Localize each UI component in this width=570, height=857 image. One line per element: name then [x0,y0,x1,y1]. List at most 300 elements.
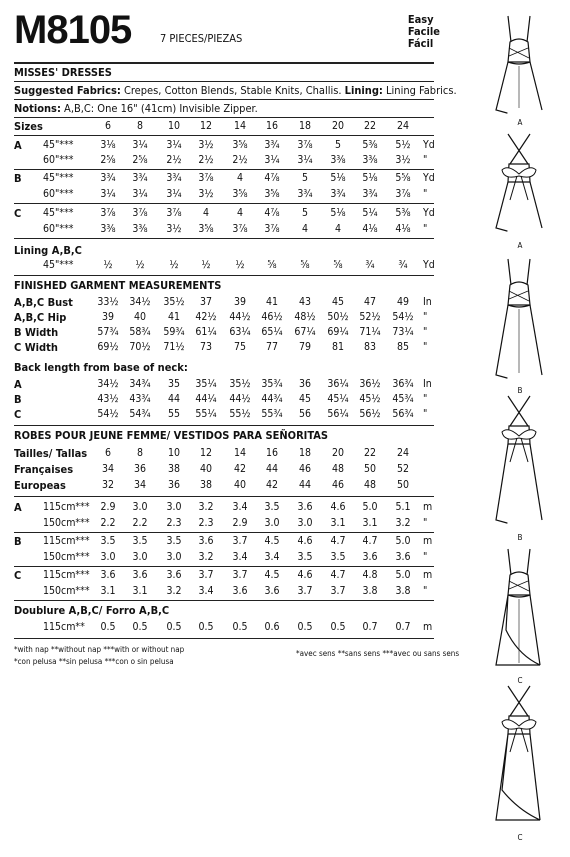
table-cell: 3.4 [232,501,248,513]
divider [14,532,434,533]
table-cell: 36 [298,378,312,390]
unit: " [423,188,428,200]
view-label: B [14,535,22,548]
table-cell: 77 [265,341,279,353]
table-cell: 36 [133,463,147,475]
unit: m [423,569,433,581]
unit: Yd [423,172,435,184]
table-cell: 4.8 [362,569,378,581]
lining-text: Lining Fabrics. [382,84,457,97]
table-cell: 44 [167,393,181,405]
unit: " [423,551,428,563]
table-cell: 3⅞ [297,139,313,151]
table-cell: 34 [101,463,115,475]
table-cell: 0.5 [232,621,248,633]
table-cell: 3.4 [198,585,214,597]
table-cell: 3⅞ [198,172,214,184]
figure-label: C [517,833,523,842]
fabrics-text: Crepes, Cotton Blends, Stable Knits, Challis. [120,84,345,97]
table-cell: 3¼ [297,154,313,166]
table-cell: 3⅝ [232,139,248,151]
table-cell: 3.5 [166,535,182,547]
table-cell: 2⅝ [100,154,116,166]
pieces-count: 7 PIECES/PIEZAS [160,32,243,45]
sizes-label: Sizes [14,120,43,133]
fabric-width: 45"*** [43,172,74,184]
dress-illustration [478,392,562,532]
table-cell: 3⅝ [232,188,248,200]
table-cell: 2.2 [132,517,148,529]
table-cell: 36¾ [392,378,414,390]
unit: " [423,326,428,338]
difficulty-es: Fácil [407,37,434,50]
table-cell: ½ [235,259,245,271]
table-cell: 2.2 [100,517,116,529]
table-cell: 3.0 [166,551,182,563]
unit: " [423,341,428,353]
table-cell: ⅝ [333,259,343,271]
table-cell: 3.1 [362,517,378,529]
unit: m [423,621,433,633]
fabric-width: 45"*** [43,139,74,151]
table-cell: ⅝ [267,259,277,271]
table-cell: 36¼ [327,378,349,390]
table-cell: 48 [363,479,377,491]
unit: " [423,311,428,323]
table-cell: 20 [331,120,345,132]
table-cell: 54½ [97,408,119,420]
table-cell: 70½ [129,341,151,353]
doublure-label: Doublure A,B,C/ Forro A,B,C [14,604,170,617]
table-cell: 47 [363,296,377,308]
table-cell: 3¾ [362,188,378,200]
divider [14,238,434,239]
table-cell: 32 [101,479,115,491]
divider [14,638,434,639]
notions-line [14,102,258,115]
unit: " [423,408,428,420]
table-cell: 12 [199,447,213,459]
table-cell: 0.5 [166,621,182,633]
table-cell: 44½ [229,311,251,323]
footnote-en: *with nap **without nap ***with or without nap [14,645,185,654]
table-cell: 3⅞ [232,223,248,235]
divider [14,81,434,82]
table-cell: 4 [236,207,244,219]
table-cell: 54¾ [129,408,151,420]
unit: " [423,517,428,529]
table-cell: 3.6 [297,501,313,513]
view-label: A [14,139,22,152]
table-cell: 3.4 [264,551,280,563]
back-length-title: Back length from base of neck: [14,361,188,374]
table-cell: 3.8 [362,585,378,597]
table-cell: 10 [167,447,181,459]
table-cell: 3.5 [330,551,346,563]
divider [14,203,434,204]
table-cell: ½ [201,259,211,271]
dress-illustration [478,12,562,117]
table-cell: 56 [298,408,312,420]
table-cell: 45¾ [392,393,414,405]
table-cell: 3.7 [297,585,313,597]
table-cell: 46 [331,479,345,491]
table-cell: 41 [265,296,279,308]
finished-title: FINISHED GARMENT MEASUREMENTS [14,279,222,292]
table-cell: 3⅞ [264,223,280,235]
table-cell: 3.0 [132,501,148,513]
table-cell: 4⅞ [264,207,280,219]
table-cell: 14 [233,120,247,132]
table-cell: 45½ [359,393,381,405]
table-cell: ½ [103,259,113,271]
table-cell: 56¾ [392,408,414,420]
table-cell: 39 [101,311,115,323]
table-cell: 3¾ [297,188,313,200]
table-cell: 45 [331,296,345,308]
table-cell: 3⅛ [100,139,116,151]
table-cell: 34 [133,479,147,491]
table-cell: 59¾ [163,326,185,338]
unit: " [423,154,428,166]
table-cell: 3.0 [297,517,313,529]
figure-label: C [517,676,523,685]
view-label: C [14,408,22,421]
table-cell: 2.9 [100,501,116,513]
table-cell: 0.5 [297,621,313,633]
table-cell: 3⅞ [166,207,182,219]
table-cell: 4.6 [297,569,313,581]
table-cell: 44¼ [195,393,217,405]
table-cell: 57¾ [97,326,119,338]
table-cell: 3.6 [132,569,148,581]
size-label: Tailles/ Tallas [14,447,88,460]
table-cell: 44 [265,463,279,475]
divider [14,62,434,64]
dress-illustration [478,255,562,385]
table-cell: 5½ [395,139,411,151]
lining-label: Lining A,B,C [14,244,82,257]
table-cell: 2.9 [232,517,248,529]
table-cell: 5.0 [395,535,411,547]
table-cell: 5.0 [395,569,411,581]
table-cell: 3¾ [100,172,116,184]
table-cell: 3.6 [100,569,116,581]
table-cell: 2½ [198,154,214,166]
notions-label: Notions: [14,102,61,115]
table-cell: 4 [202,207,210,219]
table-cell: 49 [396,296,410,308]
divider [14,275,434,276]
fabric-width: 150cm*** [43,585,90,597]
divider [14,117,434,118]
table-cell: 46 [298,463,312,475]
table-cell: 67¼ [294,326,316,338]
table-cell: 75 [233,341,247,353]
table-cell: 3.1 [330,517,346,529]
unit: In [423,378,432,390]
table-cell: 3½ [198,188,214,200]
table-cell: 40 [199,463,213,475]
fabric-width: 45"*** [43,259,74,271]
table-cell: 52 [396,463,410,475]
difficulty-en: Easy [407,13,434,26]
table-cell: 24 [396,120,410,132]
dress-illustration [478,682,562,832]
table-cell: 35¼ [195,378,217,390]
table-cell: 48½ [294,311,316,323]
table-cell: 40 [133,311,147,323]
footnote-es: *con pelusa **sin pelusa ***con o sin pelusa [14,657,174,666]
table-cell: 50 [363,463,377,475]
table-cell: 42 [265,479,279,491]
difficulty-fr: Facile [407,25,440,38]
divider [14,566,434,567]
table-cell: 71¼ [359,326,381,338]
table-cell: 5⅜ [395,207,411,219]
table-cell: ½ [169,259,179,271]
table-cell: 43 [298,296,312,308]
fabric-width: 60"*** [43,154,74,166]
table-cell: 5⅛ [330,207,346,219]
unit: " [423,393,428,405]
table-cell: 4.6 [330,501,346,513]
measure-label: C Width [14,341,58,354]
fabric-width: 115cm*** [43,501,90,513]
table-cell: 3¼ [132,139,148,151]
table-cell: 8 [136,447,144,459]
table-cell: 3.2 [166,585,182,597]
unit: m [423,535,433,547]
table-cell: 3¾ [264,139,280,151]
table-cell: 4 [334,223,342,235]
table-cell: 14 [233,447,247,459]
table-cell: ⅝ [300,259,310,271]
table-cell: 58¾ [129,326,151,338]
table-cell: 2⅝ [132,154,148,166]
table-cell: 3.7 [330,585,346,597]
view-label: B [14,172,22,185]
table-cell: 69½ [97,341,119,353]
fabric-width: 115cm*** [43,535,90,547]
table-cell: 65¼ [261,326,283,338]
table-cell: 46½ [261,311,283,323]
table-cell: 5 [334,139,342,151]
table-cell: 3⅜ [362,154,378,166]
table-cell: 54½ [392,311,414,323]
table-cell: 3¼ [100,188,116,200]
table-cell: 3.6 [395,551,411,563]
table-cell: 3⅞ [395,188,411,200]
table-cell: 3.6 [166,569,182,581]
size-label: Europeas [14,479,66,492]
table-cell: 35½ [163,296,185,308]
divider [14,135,434,136]
figure-label: A [517,241,523,250]
table-cell: 44 [298,479,312,491]
table-cell: 5 [301,207,309,219]
table-cell: 3¼ [132,188,148,200]
table-cell: 2.3 [166,517,182,529]
table-cell: 3.7 [232,535,248,547]
measure-label: B Width [14,326,59,339]
fabrics-line [14,84,457,97]
notions-text: A,B,C: One 16" (41cm) Invisible Zipper. [60,102,258,115]
table-cell: 5⅜ [362,139,378,151]
table-cell: 55 [167,408,181,420]
table-cell: 3.5 [264,501,280,513]
table-cell: 2½ [232,154,248,166]
table-cell: 36½ [359,378,381,390]
table-cell: 42½ [195,311,217,323]
table-cell: 42 [233,463,247,475]
table-cell: 3.7 [232,569,248,581]
table-cell: 38 [167,463,181,475]
table-cell: 40 [233,479,247,491]
table-cell: 3¼ [166,139,182,151]
table-cell: 3.2 [395,517,411,529]
table-cell: 83 [363,341,377,353]
table-cell: 69¼ [327,326,349,338]
table-cell: 3½ [395,154,411,166]
table-cell: 34½ [129,296,151,308]
table-cell: 73¼ [392,326,414,338]
view-label: C [14,207,22,220]
table-cell: 2½ [166,154,182,166]
unit: Yd [423,259,435,271]
dress-illustration [478,545,562,675]
table-cell: ¾ [398,259,408,271]
table-cell: 2.3 [198,517,214,529]
figure-label: B [517,386,523,395]
table-cell: 63¼ [229,326,251,338]
table-cell: 5⅛ [362,172,378,184]
difficulty [408,14,440,50]
unit: " [423,585,428,597]
view-label: A [14,378,22,391]
table-cell: 56½ [359,408,381,420]
table-cell: 3.5 [100,535,116,547]
table-cell: 18 [298,120,312,132]
table-cell: 4.5 [264,535,280,547]
table-cell: 3.6 [198,535,214,547]
unit: m [423,501,433,513]
fabric-width: 45"*** [43,207,74,219]
section-title: MISSES' DRESSES [14,66,112,79]
table-cell: 5⅛ [330,172,346,184]
figure-label: B [517,533,523,542]
table-cell: 3½ [198,139,214,151]
table-cell: 0.6 [264,621,280,633]
unit: Yd [423,207,435,219]
table-cell: 20 [331,447,345,459]
table-cell: 3.8 [395,585,411,597]
table-cell: 55½ [229,408,251,420]
table-cell: 4⅛ [395,223,411,235]
table-cell: 81 [331,341,345,353]
table-cell: 3.5 [297,551,313,563]
table-cell: 35½ [229,378,251,390]
divider [14,169,434,170]
table-cell: 3.7 [198,569,214,581]
view-label: A [14,501,22,514]
table-cell: 50½ [327,311,349,323]
table-cell: 79 [298,341,312,353]
table-cell: 18 [298,447,312,459]
table-cell: ½ [135,259,145,271]
table-cell: 3¾ [132,172,148,184]
table-cell: 4.7 [330,535,346,547]
table-cell: 0.5 [132,621,148,633]
table-cell: 5 [301,172,309,184]
fabric-width: 150cm*** [43,551,90,563]
divider [14,600,434,601]
table-cell: 3.0 [264,517,280,529]
table-cell: 43½ [97,393,119,405]
fabric-width: 115cm** [43,621,85,633]
table-cell: 3⅞ [100,207,116,219]
table-cell: 3.0 [166,501,182,513]
table-cell: 3.2 [198,501,214,513]
table-cell: 39 [233,296,247,308]
view-label: B [14,393,22,406]
table-cell: 5¼ [362,207,378,219]
divider [14,99,434,100]
table-cell: 45 [298,393,312,405]
measure-label: A,B,C Hip [14,311,67,324]
table-cell: 0.7 [362,621,378,633]
table-cell: 3.0 [100,551,116,563]
table-cell: 33½ [97,296,119,308]
table-cell: 3¼ [166,188,182,200]
table-cell: 22 [363,120,377,132]
size-label: Françaises [14,463,74,476]
footnote-fr: *avec sens **sans sens ***avec ou sans sens [296,649,460,658]
table-cell: 55¾ [261,408,283,420]
table-cell: 4 [301,223,309,235]
fabric-width: 150cm*** [43,517,90,529]
measure-label: A,B,C Bust [14,296,73,309]
fabrics-label: Suggested Fabrics: [14,84,121,97]
table-cell: 3.5 [132,535,148,547]
table-cell: ¾ [365,259,375,271]
unit: " [423,223,428,235]
table-cell: 0.5 [100,621,116,633]
table-cell: 3⅜ [330,154,346,166]
table-cell: 8 [136,120,144,132]
table-cell: 5⅝ [395,172,411,184]
table-cell: 6 [104,120,112,132]
table-cell: 85 [396,341,410,353]
table-cell: 4.7 [330,569,346,581]
table-cell: 61¼ [195,326,217,338]
table-cell: 3⅝ [264,188,280,200]
lining-label: Lining: [344,84,383,97]
table-cell: 3⅝ [198,223,214,235]
table-cell: 36 [167,479,181,491]
table-cell: 3.1 [132,585,148,597]
table-cell: 3.6 [362,551,378,563]
unit: In [423,296,432,308]
pattern-number: M8105 [14,8,132,52]
fabric-width: 60"*** [43,188,74,200]
table-cell: 35¾ [261,378,283,390]
table-cell: 3½ [166,223,182,235]
table-cell: 3.2 [198,551,214,563]
table-cell: 6 [104,447,112,459]
table-cell: 44½ [229,393,251,405]
table-cell: 16 [265,120,279,132]
